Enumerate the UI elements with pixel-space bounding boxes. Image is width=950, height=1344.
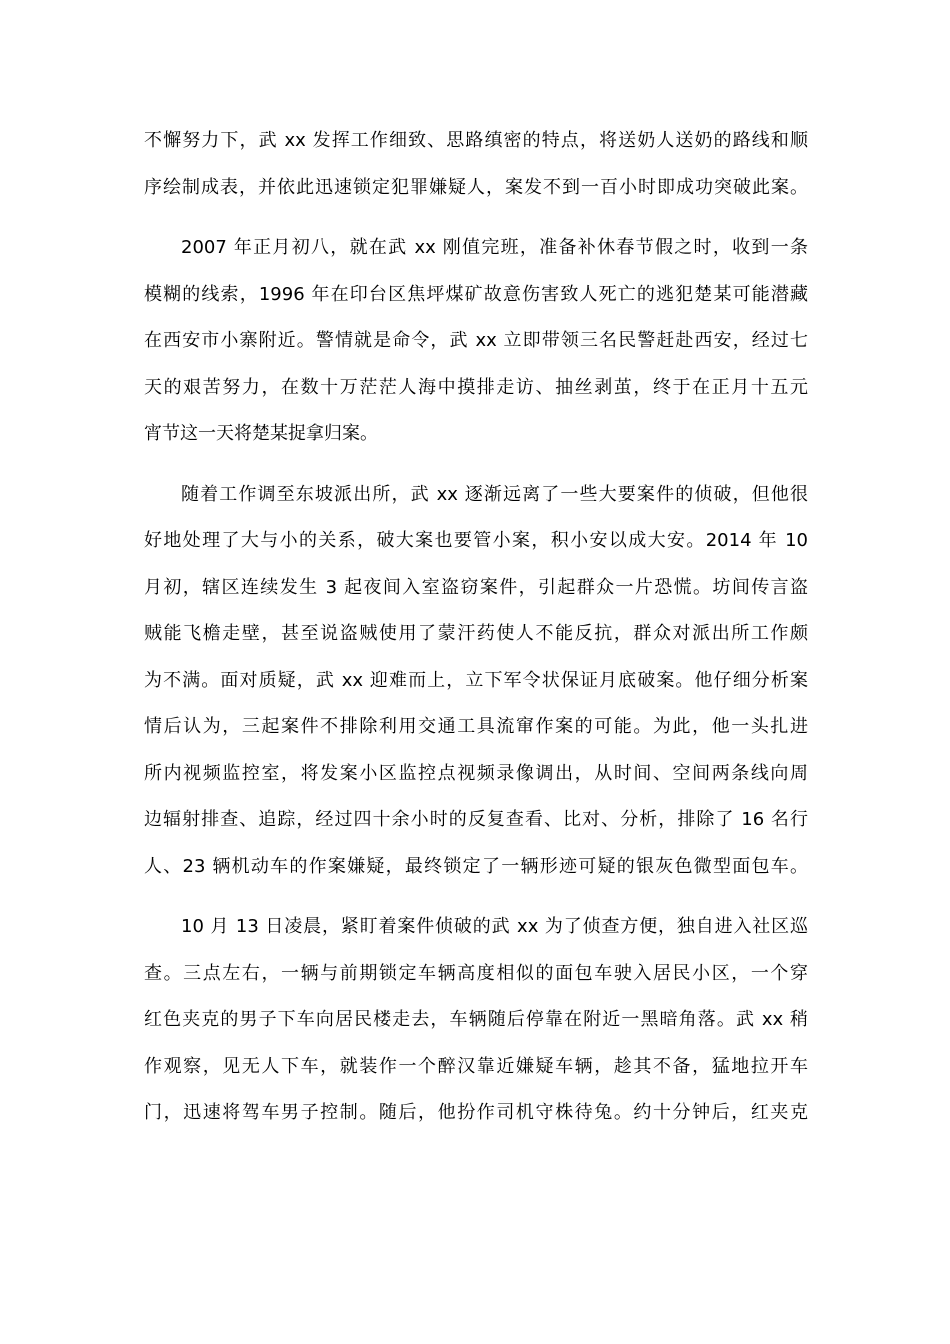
text-line: 2007 年正月初八，就在武 xx 刚值完班，准备补休春节假之时，收到一条 xyxy=(181,237,808,258)
text-line: 序绘制成表，并依此迅速锁定犯罪嫌疑人，案发不到一百小时即成功突破此案。 xyxy=(144,176,808,198)
paragraph-1 xyxy=(144,118,808,211)
text-line: 好地处理了大与小的关系，破大案也要管小案，积小安以成大安。2014 年 10 xyxy=(144,530,808,551)
paragraph-3 xyxy=(144,472,808,891)
text-line: 宵节这一天将楚某捉拿归案。 xyxy=(144,423,378,444)
text-line: 门，迅速将驾车男子控制。随后，他扮作司机守株待兔。约十分钟后，红夹克 xyxy=(144,1102,808,1123)
text-line: 不懈努力下，武 xx 发挥工作细致、思路缜密的特点，将送奶人送奶的路线和顺 xyxy=(144,130,808,151)
text-line: 为不满。面对质疑，武 xx 迎难而上，立下军令状保证月底破案。他仔细分析案 xyxy=(144,669,808,691)
text-line: 贼能飞檐走壁，甚至说盗贼使用了蒙汗药使人不能反抗，群众对派出所工作颇 xyxy=(144,623,808,644)
text-line: 月初，辖区连续发生 3 起夜间入室盗窃案件，引起群众一片恐慌。坊间传言盗 xyxy=(144,576,808,598)
document-body xyxy=(144,118,808,1137)
text-line: 查。三点左右，一辆与前期锁定车辆高度相似的面包车驶入居民小区，一个穿 xyxy=(144,962,808,984)
text-line: 所内视频监控室，将发案小区监控点视频录像调出，从时间、空间两条线向周 xyxy=(144,762,808,784)
paragraph-2 xyxy=(144,225,808,458)
text-line: 边辐射排查、追踪，经过四十余小时的反复查看、比对、分析，排除了 16 名行 xyxy=(144,809,808,830)
text-line: 情后认为，三起案件不排除利用交通工具流窜作案的可能。为此，他一头扎进 xyxy=(144,716,808,737)
text-line: 人、23 辆机动车的作案嫌疑，最终锁定了一辆形迹可疑的银灰色微型面包车。 xyxy=(144,855,808,877)
text-line: 天的艰苦努力，在数十万茫茫人海中摸排走访、抽丝剥茧，终于在正月十五元 xyxy=(144,376,808,398)
text-line: 红色夹克的男子下车向居民楼走去，车辆随后停靠在附近一黑暗角落。武 xx 稍 xyxy=(144,1009,808,1030)
text-line: 在西安市小寨附近。警情就是命令，武 xx 立即带领三名民警赶赴西安，经过七 xyxy=(144,330,808,351)
paragraph-4 xyxy=(144,904,808,1137)
text-line: 10 月 13 日凌晨，紧盯着案件侦破的武 xx 为了侦查方便，独自进入社区巡 xyxy=(181,916,808,937)
text-line: 作观察，见无人下车，就装作一个醉汉靠近嫌疑车辆，趁其不备，猛地拉开车 xyxy=(144,1055,808,1077)
text-line: 模糊的线索，1996 年在印台区焦坪煤矿故意伤害致人死亡的逃犯楚某可能潜藏 xyxy=(144,283,808,305)
text-line: 随着工作调至东坡派出所，武 xx 逐渐远离了一些大要案件的侦破，但他很 xyxy=(181,483,808,505)
